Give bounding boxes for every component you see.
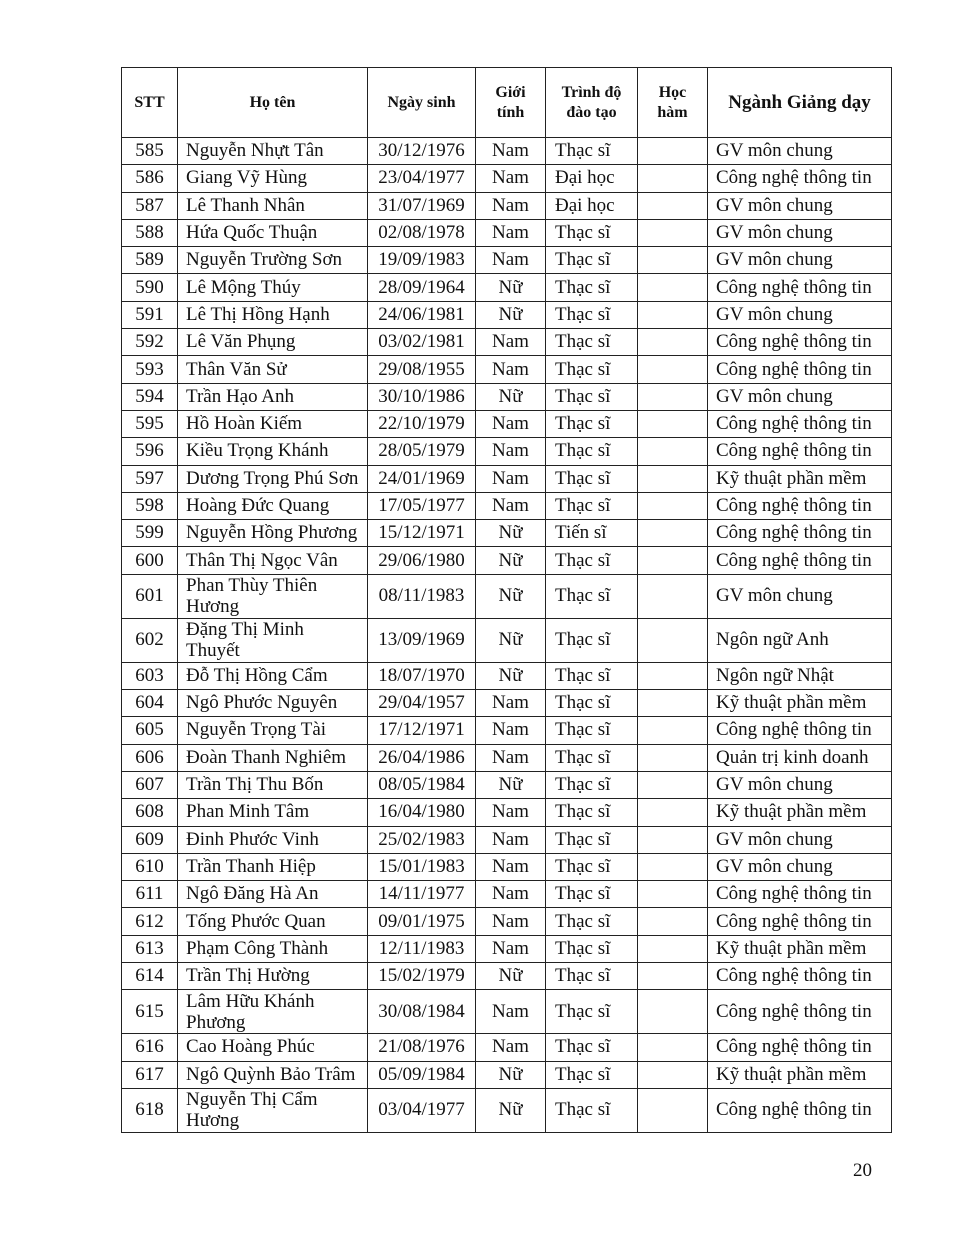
table-header-row (122, 68, 892, 138)
cell-name: Phan Thùy Thiên Hương (178, 574, 368, 618)
cell-title (638, 717, 708, 744)
cell-degree: Thạc sĩ (546, 410, 638, 437)
cell-degree: Thạc sĩ (546, 329, 638, 356)
cell-degree: Thạc sĩ (546, 219, 638, 246)
cell-degree: Thạc sĩ (546, 990, 638, 1034)
cell-stt: 604 (122, 690, 178, 717)
cell-title (638, 853, 708, 880)
header-stt: STT (122, 68, 178, 138)
cell-title (638, 826, 708, 853)
cell-gender: Nam (476, 799, 546, 826)
cell-title (638, 618, 708, 662)
cell-dob: 16/04/1980 (368, 799, 476, 826)
cell-stt: 588 (122, 219, 178, 246)
cell-dob: 30/10/1986 (368, 383, 476, 410)
cell-title (638, 574, 708, 618)
cell-degree: Thạc sĩ (546, 826, 638, 853)
cell-major: Công nghệ thông tin (708, 990, 892, 1034)
table-row (122, 219, 892, 246)
cell-degree: Thạc sĩ (546, 690, 638, 717)
cell-major: GV môn chung (708, 192, 892, 219)
table-row (122, 465, 892, 492)
cell-stt: 618 (122, 1088, 178, 1132)
cell-dob: 19/09/1983 (368, 247, 476, 274)
table-row (122, 438, 892, 465)
cell-gender: Nữ (476, 547, 546, 574)
cell-major: Công nghệ thông tin (708, 520, 892, 547)
cell-name: Tống Phước Quan (178, 908, 368, 935)
cell-gender: Nữ (476, 662, 546, 689)
cell-title (638, 438, 708, 465)
cell-stt: 603 (122, 662, 178, 689)
cell-degree: Thạc sĩ (546, 383, 638, 410)
cell-name: Dương Trọng Phú Sơn (178, 465, 368, 492)
cell-title (638, 329, 708, 356)
cell-major: GV môn chung (708, 771, 892, 798)
cell-stt: 596 (122, 438, 178, 465)
cell-degree: Thạc sĩ (546, 1034, 638, 1061)
cell-major: Công nghệ thông tin (708, 329, 892, 356)
cell-dob: 18/07/1970 (368, 662, 476, 689)
cell-major: Công nghệ thông tin (708, 165, 892, 192)
cell-dob: 24/01/1969 (368, 465, 476, 492)
cell-gender: Nam (476, 908, 546, 935)
cell-name: Lê Văn Phụng (178, 329, 368, 356)
cell-title (638, 744, 708, 771)
table-row (122, 618, 892, 662)
cell-gender: Nữ (476, 274, 546, 301)
cell-gender: Nữ (476, 383, 546, 410)
cell-name: Kiều Trọng Khánh (178, 438, 368, 465)
cell-degree: Thạc sĩ (546, 717, 638, 744)
cell-stt: 609 (122, 826, 178, 853)
cell-degree: Thạc sĩ (546, 908, 638, 935)
cell-degree: Thạc sĩ (546, 963, 638, 990)
cell-name: Hoàng Đức Quang (178, 492, 368, 519)
cell-name: Phan Minh Tâm (178, 799, 368, 826)
cell-degree: Thạc sĩ (546, 247, 638, 274)
cell-name: Lê Mộng Thúy (178, 274, 368, 301)
cell-major: GV môn chung (708, 574, 892, 618)
staff-table (121, 67, 892, 1133)
cell-degree: Đại học (546, 192, 638, 219)
cell-gender: Nam (476, 1034, 546, 1061)
cell-gender: Nữ (476, 618, 546, 662)
table-row (122, 690, 892, 717)
cell-major: GV môn chung (708, 853, 892, 880)
cell-title (638, 165, 708, 192)
cell-stt: 601 (122, 574, 178, 618)
cell-name: Nguyễn Trường Sơn (178, 247, 368, 274)
cell-major: Ngôn ngữ Anh (708, 618, 892, 662)
table-row (122, 192, 892, 219)
cell-major: Kỹ thuật phần mềm (708, 465, 892, 492)
table-row (122, 301, 892, 328)
cell-stt: 611 (122, 881, 178, 908)
cell-name: Đỗ Thị Hồng Cẩm (178, 662, 368, 689)
cell-dob: 09/01/1975 (368, 908, 476, 935)
cell-name: Trần Hạo Anh (178, 383, 368, 410)
table-row (122, 356, 892, 383)
cell-name: Đinh Phước Vinh (178, 826, 368, 853)
header-dob: Ngày sinh (368, 68, 476, 138)
cell-degree: Thạc sĩ (546, 1088, 638, 1132)
cell-dob: 29/08/1955 (368, 356, 476, 383)
header-major: Ngành Giảng dạy (708, 68, 892, 138)
cell-dob: 02/08/1978 (368, 219, 476, 246)
cell-name: Đặng Thị Minh Thuyết (178, 618, 368, 662)
cell-name: Thân Thị Ngọc Vân (178, 547, 368, 574)
table-row (122, 383, 892, 410)
cell-degree: Thạc sĩ (546, 853, 638, 880)
cell-gender: Nam (476, 219, 546, 246)
table-row (122, 520, 892, 547)
header-name: Họ tên (178, 68, 368, 138)
cell-stt: 590 (122, 274, 178, 301)
cell-title (638, 908, 708, 935)
cell-major: GV môn chung (708, 247, 892, 274)
table-row (122, 662, 892, 689)
cell-stt: 598 (122, 492, 178, 519)
cell-major: Công nghệ thông tin (708, 274, 892, 301)
cell-stt: 608 (122, 799, 178, 826)
cell-gender: Nam (476, 410, 546, 437)
cell-dob: 05/09/1984 (368, 1061, 476, 1088)
cell-title (638, 410, 708, 437)
cell-name: Ngô Phước Nguyên (178, 690, 368, 717)
cell-major: Kỹ thuật phần mềm (708, 799, 892, 826)
cell-stt: 595 (122, 410, 178, 437)
cell-stt: 592 (122, 329, 178, 356)
cell-gender: Nam (476, 465, 546, 492)
cell-title (638, 356, 708, 383)
cell-title (638, 1088, 708, 1132)
cell-stt: 587 (122, 192, 178, 219)
cell-major: Ngôn ngữ Nhật (708, 662, 892, 689)
cell-stt: 610 (122, 853, 178, 880)
table-row (122, 744, 892, 771)
cell-stt: 605 (122, 717, 178, 744)
table-row (122, 274, 892, 301)
table-row (122, 771, 892, 798)
cell-name: Lê Thanh Nhân (178, 192, 368, 219)
cell-gender: Nam (476, 492, 546, 519)
cell-major: Kỹ thuật phần mềm (708, 690, 892, 717)
table-row (122, 881, 892, 908)
cell-stt: 594 (122, 383, 178, 410)
cell-degree: Thạc sĩ (546, 356, 638, 383)
cell-degree: Thạc sĩ (546, 771, 638, 798)
cell-dob: 15/02/1979 (368, 963, 476, 990)
cell-name: Lê Thị Hồng Hạnh (178, 301, 368, 328)
cell-title (638, 963, 708, 990)
cell-title (638, 247, 708, 274)
table-row (122, 138, 892, 165)
cell-gender: Nam (476, 329, 546, 356)
header-gender: Giới tính (476, 68, 546, 138)
cell-title (638, 192, 708, 219)
cell-gender: Nam (476, 826, 546, 853)
table-row (122, 492, 892, 519)
cell-title (638, 1061, 708, 1088)
cell-dob: 14/11/1977 (368, 881, 476, 908)
cell-degree: Thạc sĩ (546, 438, 638, 465)
cell-degree: Thạc sĩ (546, 138, 638, 165)
cell-stt: 599 (122, 520, 178, 547)
cell-stt: 613 (122, 935, 178, 962)
cell-major: GV môn chung (708, 301, 892, 328)
cell-degree: Thạc sĩ (546, 274, 638, 301)
cell-stt: 597 (122, 465, 178, 492)
cell-gender: Nam (476, 690, 546, 717)
cell-name: Trần Thanh Hiệp (178, 853, 368, 880)
cell-dob: 29/04/1957 (368, 690, 476, 717)
cell-gender: Nam (476, 853, 546, 880)
cell-name: Nguyễn Thị Cẩm Hương (178, 1088, 368, 1132)
cell-title (638, 799, 708, 826)
cell-stt: 591 (122, 301, 178, 328)
cell-degree: Thạc sĩ (546, 935, 638, 962)
cell-stt: 585 (122, 138, 178, 165)
cell-stt: 616 (122, 1034, 178, 1061)
cell-gender: Nữ (476, 1088, 546, 1132)
cell-stt: 593 (122, 356, 178, 383)
cell-dob: 17/12/1971 (368, 717, 476, 744)
cell-name: Giang Vỹ Hùng (178, 165, 368, 192)
cell-title (638, 1034, 708, 1061)
cell-gender: Nữ (476, 1061, 546, 1088)
cell-dob: 24/06/1981 (368, 301, 476, 328)
cell-gender: Nữ (476, 520, 546, 547)
cell-stt: 586 (122, 165, 178, 192)
cell-stt: 617 (122, 1061, 178, 1088)
table-row (122, 717, 892, 744)
cell-degree: Thạc sĩ (546, 574, 638, 618)
cell-title (638, 274, 708, 301)
cell-stt: 589 (122, 247, 178, 274)
cell-dob: 30/08/1984 (368, 990, 476, 1034)
table-row (122, 826, 892, 853)
cell-name: Hứa Quốc Thuận (178, 219, 368, 246)
cell-major: Công nghệ thông tin (708, 908, 892, 935)
cell-degree: Thạc sĩ (546, 492, 638, 519)
table-row (122, 990, 892, 1034)
cell-title (638, 383, 708, 410)
table-row (122, 547, 892, 574)
cell-major: Kỹ thuật phần mềm (708, 935, 892, 962)
cell-dob: 08/11/1983 (368, 574, 476, 618)
table-row (122, 935, 892, 962)
cell-major: GV môn chung (708, 138, 892, 165)
cell-degree: Thạc sĩ (546, 1061, 638, 1088)
cell-dob: 28/05/1979 (368, 438, 476, 465)
cell-dob: 28/09/1964 (368, 274, 476, 301)
cell-name: Hồ Hoàn Kiếm (178, 410, 368, 437)
cell-gender: Nam (476, 192, 546, 219)
cell-stt: 614 (122, 963, 178, 990)
table-row (122, 963, 892, 990)
cell-stt: 606 (122, 744, 178, 771)
cell-stt: 607 (122, 771, 178, 798)
cell-name: Lâm Hữu Khánh Phương (178, 990, 368, 1034)
cell-gender: Nam (476, 138, 546, 165)
cell-name: Nguyễn Trọng Tài (178, 717, 368, 744)
cell-title (638, 881, 708, 908)
cell-dob: 15/12/1971 (368, 520, 476, 547)
cell-title (638, 771, 708, 798)
cell-title (638, 219, 708, 246)
cell-title (638, 138, 708, 165)
cell-dob: 22/10/1979 (368, 410, 476, 437)
cell-gender: Nam (476, 990, 546, 1034)
cell-degree: Thạc sĩ (546, 547, 638, 574)
cell-gender: Nam (476, 717, 546, 744)
table-row (122, 1034, 892, 1061)
cell-title (638, 492, 708, 519)
cell-degree: Thạc sĩ (546, 881, 638, 908)
cell-dob: 15/01/1983 (368, 853, 476, 880)
header-degree: Trình độ đào tạo (546, 68, 638, 138)
cell-title (638, 547, 708, 574)
cell-major: Công nghệ thông tin (708, 438, 892, 465)
cell-name: Đoàn Thanh Nghiêm (178, 744, 368, 771)
cell-gender: Nữ (476, 963, 546, 990)
cell-gender: Nam (476, 165, 546, 192)
cell-gender: Nữ (476, 301, 546, 328)
table-row (122, 1061, 892, 1088)
cell-gender: Nam (476, 247, 546, 274)
table-row (122, 247, 892, 274)
cell-stt: 600 (122, 547, 178, 574)
cell-degree: Thạc sĩ (546, 618, 638, 662)
cell-name: Trần Thị Thu Bốn (178, 771, 368, 798)
table-row (122, 574, 892, 618)
cell-name: Cao Hoàng Phúc (178, 1034, 368, 1061)
cell-title (638, 301, 708, 328)
cell-gender: Nữ (476, 574, 546, 618)
cell-name: Trần Thị Hường (178, 963, 368, 990)
cell-name: Ngô Đăng Hà An (178, 881, 368, 908)
cell-name: Ngô Quỳnh Bảo Trâm (178, 1061, 368, 1088)
cell-major: GV môn chung (708, 826, 892, 853)
table-row (122, 165, 892, 192)
cell-dob: 12/11/1983 (368, 935, 476, 962)
table-body (122, 138, 892, 1133)
cell-major: Công nghệ thông tin (708, 963, 892, 990)
cell-gender: Nam (476, 356, 546, 383)
cell-dob: 29/06/1980 (368, 547, 476, 574)
cell-dob: 31/07/1969 (368, 192, 476, 219)
cell-major: Kỹ thuật phần mềm (708, 1061, 892, 1088)
cell-major: Công nghệ thông tin (708, 1034, 892, 1061)
cell-degree: Thạc sĩ (546, 744, 638, 771)
cell-stt: 602 (122, 618, 178, 662)
cell-major: Công nghệ thông tin (708, 547, 892, 574)
cell-major: Công nghệ thông tin (708, 717, 892, 744)
cell-degree: Đại học (546, 165, 638, 192)
cell-gender: Nữ (476, 771, 546, 798)
cell-name: Nguyễn Nhựt Tân (178, 138, 368, 165)
cell-degree: Thạc sĩ (546, 465, 638, 492)
table-row (122, 410, 892, 437)
cell-major: Quản trị kinh doanh (708, 744, 892, 771)
cell-degree: Thạc sĩ (546, 301, 638, 328)
cell-name: Thân Văn Sử (178, 356, 368, 383)
cell-dob: 30/12/1976 (368, 138, 476, 165)
cell-gender: Nam (476, 438, 546, 465)
cell-major: Công nghệ thông tin (708, 492, 892, 519)
cell-dob: 03/04/1977 (368, 1088, 476, 1132)
cell-degree: Thạc sĩ (546, 662, 638, 689)
cell-major: Công nghệ thông tin (708, 356, 892, 383)
cell-title (638, 690, 708, 717)
header-title: Học hàm (638, 68, 708, 138)
table-row (122, 908, 892, 935)
table-row (122, 799, 892, 826)
cell-dob: 17/05/1977 (368, 492, 476, 519)
cell-degree: Tiến sĩ (546, 520, 638, 547)
cell-dob: 26/04/1986 (368, 744, 476, 771)
table-row (122, 853, 892, 880)
cell-title (638, 990, 708, 1034)
cell-major: GV môn chung (708, 219, 892, 246)
cell-dob: 03/02/1981 (368, 329, 476, 356)
cell-degree: Thạc sĩ (546, 799, 638, 826)
cell-name: Phạm Công Thành (178, 935, 368, 962)
cell-title (638, 662, 708, 689)
cell-major: Công nghệ thông tin (708, 881, 892, 908)
cell-dob: 23/04/1977 (368, 165, 476, 192)
table-row (122, 329, 892, 356)
cell-gender: Nam (476, 744, 546, 771)
cell-dob: 08/05/1984 (368, 771, 476, 798)
cell-dob: 21/08/1976 (368, 1034, 476, 1061)
page-number: 20 (853, 1160, 872, 1181)
cell-stt: 612 (122, 908, 178, 935)
cell-major: Công nghệ thông tin (708, 1088, 892, 1132)
cell-title (638, 520, 708, 547)
cell-major: Công nghệ thông tin (708, 410, 892, 437)
cell-name: Nguyễn Hồng Phương (178, 520, 368, 547)
table-row (122, 1088, 892, 1132)
cell-title (638, 935, 708, 962)
cell-gender: Nam (476, 935, 546, 962)
cell-dob: 25/02/1983 (368, 826, 476, 853)
cell-dob: 13/09/1969 (368, 618, 476, 662)
cell-title (638, 465, 708, 492)
cell-stt: 615 (122, 990, 178, 1034)
cell-gender: Nam (476, 881, 546, 908)
cell-major: GV môn chung (708, 383, 892, 410)
